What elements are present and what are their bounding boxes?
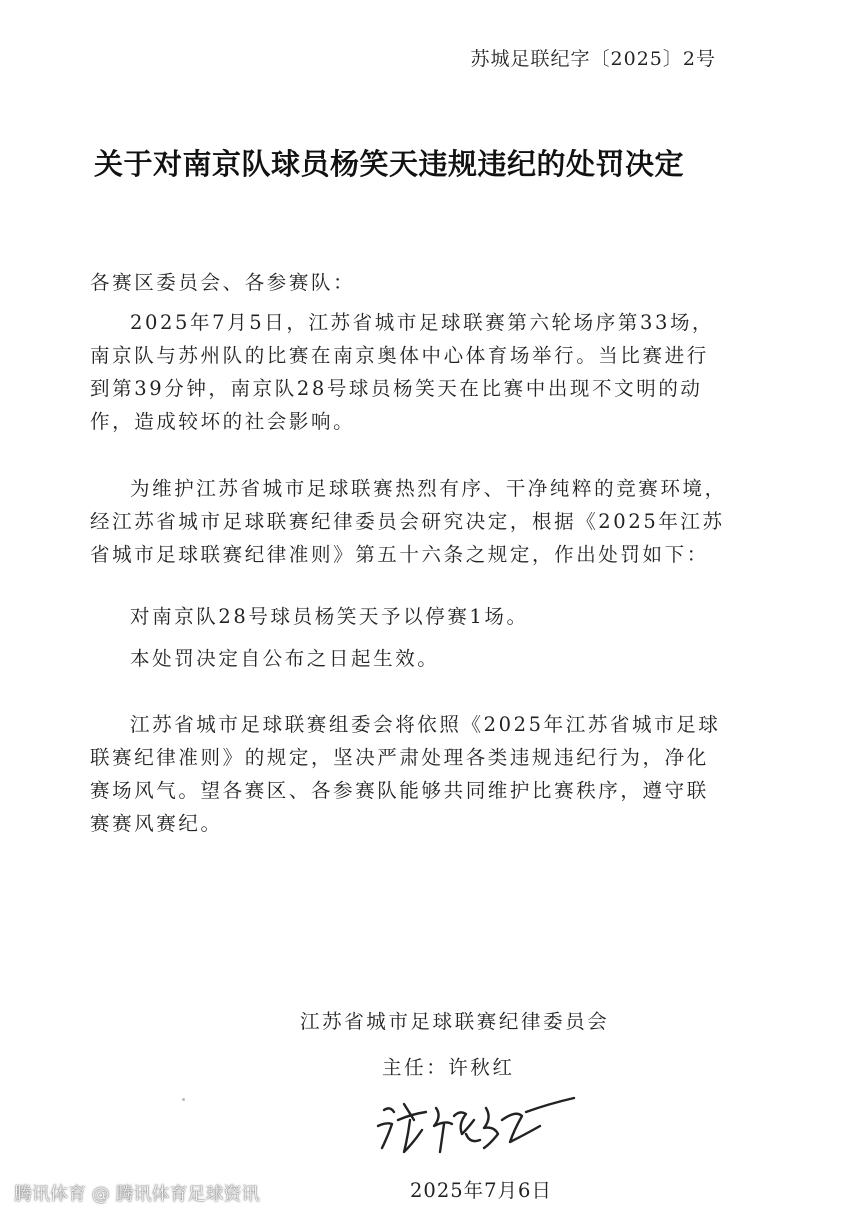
document-number: 苏城足联纪字〔2025〕2号 (470, 48, 716, 70)
document-title: 关于对南京队球员杨笑天违规违纪的处罚决定 (94, 147, 685, 181)
handwritten-signature (370, 1090, 580, 1160)
paragraph-penalty: 对南京队28号球员杨笑天予以停赛1场。 (130, 605, 529, 628)
paragraph-statement: 江苏省城市足球联赛组委会将依照《2025年江苏省城市足球联赛纪律准则》的规定，坚决严肃处理各类违规违纪行为，净化赛场风气。望各赛区、各参赛队能够共同维护比赛秩序，遵守联赛赛风赛纪。 (90, 713, 721, 835)
paragraph-effective: 本处罚决定自公布之日起生效。 (130, 647, 440, 670)
paragraph-basis: 为维护江苏省城市足球联赛热烈有序、干净纯粹的竞赛环境，经江苏省城市足球联赛纪律委员会研究决定，根据《2025年江苏省城市足球联赛纪律准则》第五十六条之规定，作出处罚如下： (90, 477, 727, 566)
paper-speck (182, 1098, 185, 1101)
paragraph-incident: 2025年7月5日，江苏省城市足球联赛第六轮场序第33场，南京队与苏州队的比赛在南京奥体中心体育场举行。当比赛进行到第39分钟，南京队28号球员杨笑天在比赛中出现不文明的动作，造成较坏的社会影响。 (90, 311, 715, 433)
issue-date: 2025年7月6日 (410, 1179, 552, 1202)
issuing-organization: 江苏省城市足球联赛纪律委员会 (300, 1010, 610, 1033)
director-line: 主任：许秋红 (382, 1056, 515, 1079)
watermark: 腾讯体育 @ 腾讯体育足球资讯 (14, 1184, 260, 1205)
salutation: 各赛区委员会、各参赛队： (90, 271, 356, 294)
